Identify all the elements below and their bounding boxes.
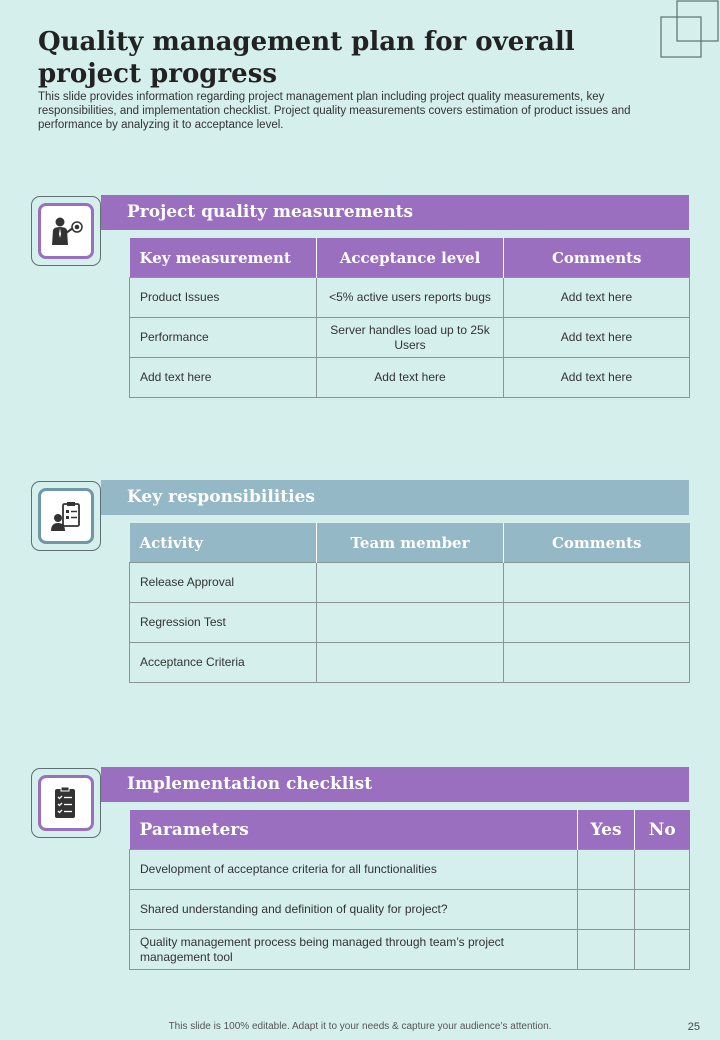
table-cell: <5% active users reports bugs: [317, 278, 504, 318]
table-cell: [504, 563, 690, 603]
table-row: [130, 318, 690, 358]
column-header: No: [648, 819, 676, 840]
table-cell: Product Issues: [130, 278, 317, 318]
table-row: [130, 603, 690, 643]
measurements-table: [129, 238, 690, 398]
yes-cell[interactable]: [578, 890, 635, 930]
column-header: Acceptance level: [317, 238, 504, 278]
table-row: [130, 358, 690, 398]
no-cell[interactable]: [635, 930, 690, 970]
footer-note: This slide is 100% editable. Adapt it to your needs & capture your audience’s attention.: [168, 1021, 552, 1032]
no-cell[interactable]: [635, 850, 690, 890]
column-header: Comments: [551, 533, 642, 552]
measurements-icon-box: [31, 196, 101, 266]
yes-cell[interactable]: [578, 930, 635, 970]
checklist-icon-box: [31, 768, 101, 838]
page-number: 25: [687, 1021, 700, 1033]
responsibilities-table: [129, 523, 690, 683]
table-cell: Performance: [130, 318, 317, 358]
table-cell: [317, 643, 504, 683]
table-cell: Server handles load up to 25k Users: [317, 318, 504, 358]
table-row: [130, 563, 690, 603]
yes-cell[interactable]: [578, 850, 635, 890]
table-cell: [504, 643, 690, 683]
table-cell: Add text here: [317, 358, 504, 398]
table-row: [130, 890, 690, 930]
table-cell: [504, 603, 690, 643]
page-subtitle: This slide provides information regarding project management plan including project quality measurements, key responsibilities, and implementation checklist. Project quality measurements covers estimation of product issues and performance by analyzing it to acceptance level.: [38, 91, 631, 131]
page-title: Quality management plan for overall project progress: [38, 27, 575, 89]
table-cell: Add text here: [504, 278, 690, 318]
table-row: [130, 278, 690, 318]
table-cell: Shared understanding and definition of quality for project?: [130, 890, 578, 930]
checklist-table: [129, 810, 690, 970]
corner-decoration: [660, 0, 720, 60]
column-header: Key measurement: [130, 238, 317, 278]
checklist-heading: Implementation checklist: [101, 767, 689, 802]
table-cell: [317, 563, 504, 603]
table-cell: Add text here: [130, 358, 317, 398]
table-row: [130, 643, 690, 683]
table-cell: Acceptance Criteria: [130, 643, 317, 683]
table-cell: Add text here: [504, 358, 690, 398]
checklist-icon: [53, 786, 79, 820]
responsibilities-icon-box: [31, 481, 101, 551]
table-cell: Add text here: [504, 318, 690, 358]
measurements-heading: Project quality measurements: [101, 195, 689, 230]
table-cell: Development of acceptance criteria for all functionalities: [130, 850, 578, 890]
presenter-icon: [49, 216, 83, 246]
column-header: Activity: [130, 523, 317, 563]
responsibilities-heading: Key responsibilities: [101, 480, 689, 515]
column-header: Team member: [317, 523, 504, 563]
column-header: Yes: [578, 810, 635, 850]
table-cell: Release Approval: [130, 563, 317, 603]
table-row: [130, 930, 690, 970]
table-cell: Regression Test: [130, 603, 317, 643]
table-cell: Quality management process being managed through team’s project management tool: [130, 930, 578, 970]
table-row: [130, 850, 690, 890]
clipboard-person-icon: [50, 500, 82, 532]
column-header: Parameters: [130, 810, 578, 850]
column-header: Comments: [551, 248, 642, 267]
table-cell: [317, 603, 504, 643]
no-cell[interactable]: [635, 890, 690, 930]
